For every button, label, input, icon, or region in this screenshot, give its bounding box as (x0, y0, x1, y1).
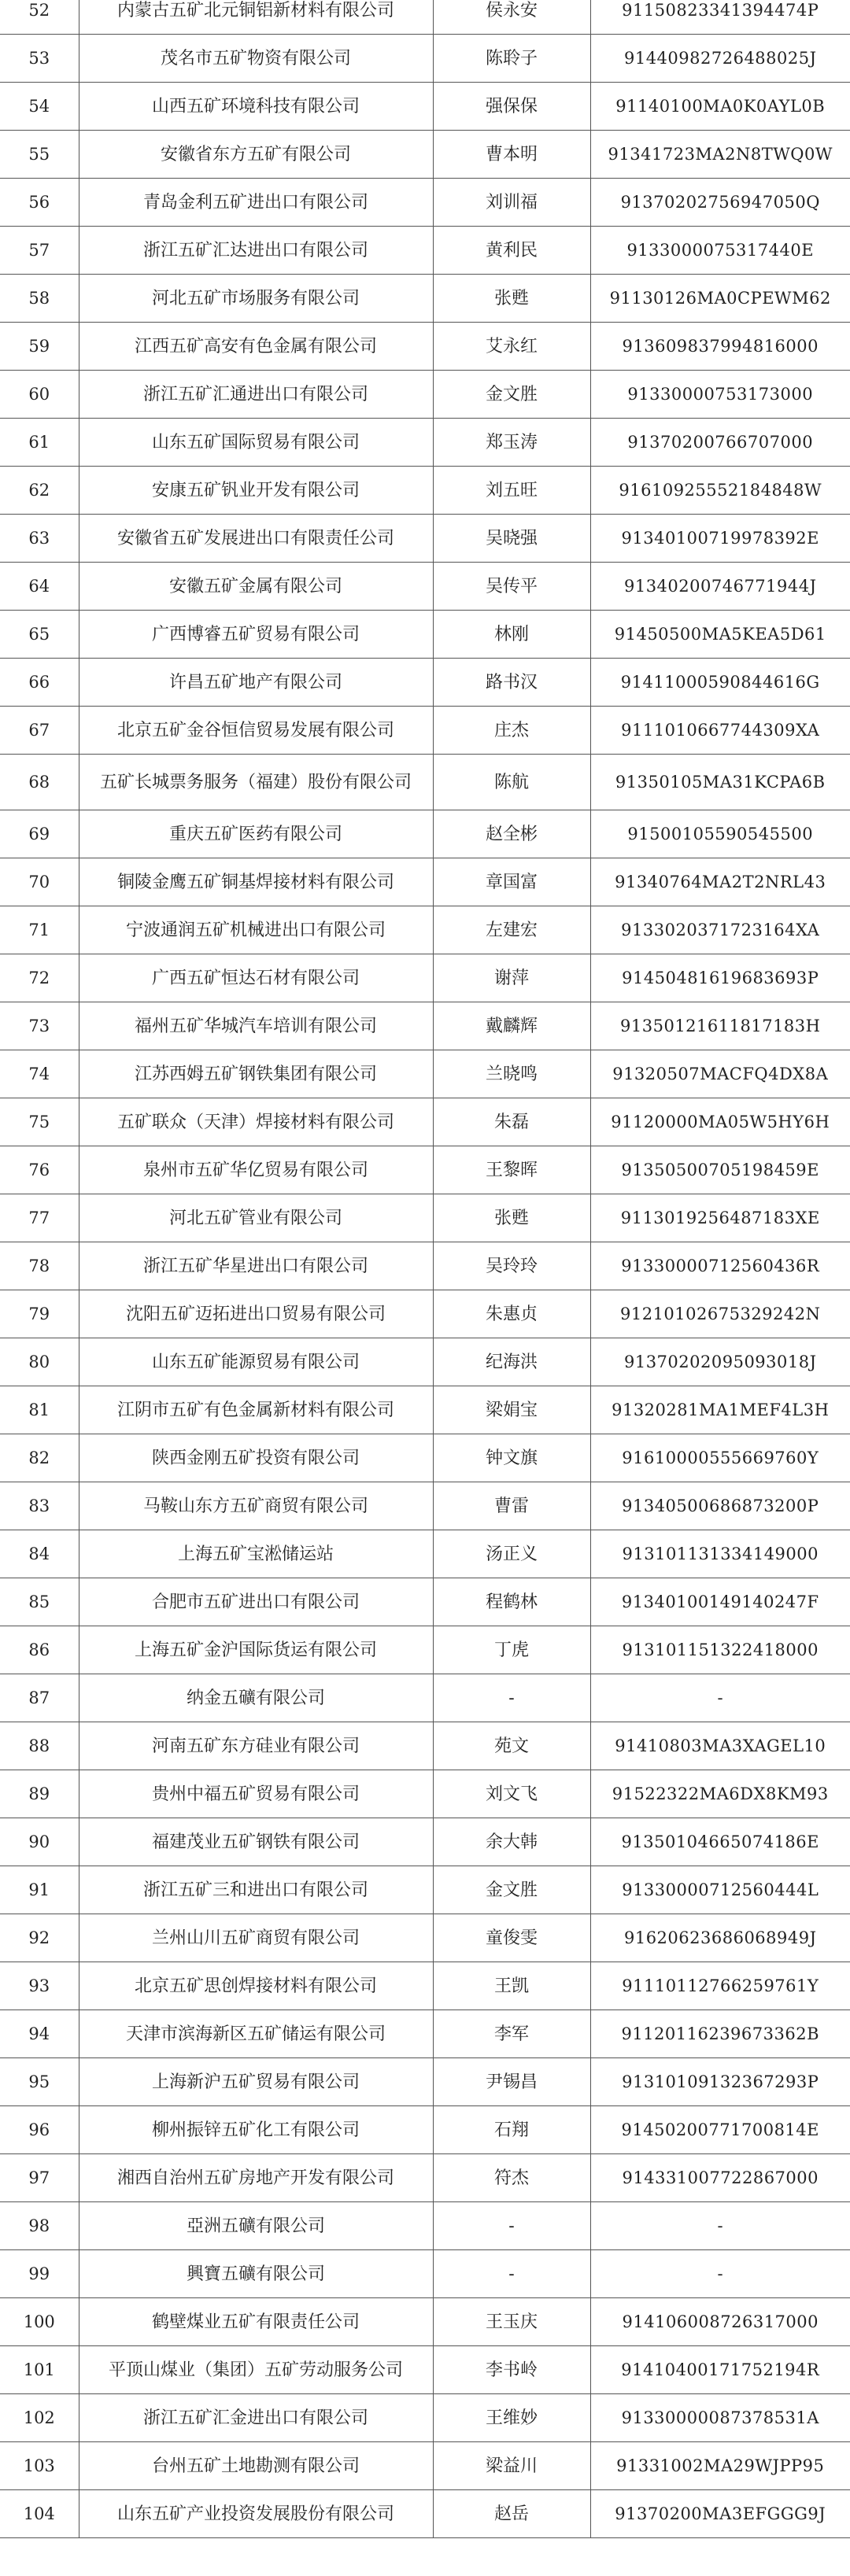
legal-representative-cell: 艾永红 (433, 323, 590, 371)
company-name-cell: 内蒙古五矿北元铜铝新材料有限公司 (79, 0, 433, 35)
row-number-cell: 76 (0, 1146, 79, 1194)
legal-representative-cell: 刘五旺 (433, 467, 590, 515)
row-number-cell: 57 (0, 227, 79, 275)
company-name-cell: 河北五矿市场服务有限公司 (79, 275, 433, 323)
company-name-cell: 重庆五矿医药有限公司 (79, 810, 433, 858)
credit-code-cell: 91330000087378531A (590, 2394, 850, 2442)
table-row (0, 858, 850, 906)
table-row (0, 275, 850, 323)
company-name-cell: 马鞍山东方五矿商贸有限公司 (79, 1482, 433, 1530)
row-number-cell: 82 (0, 1434, 79, 1482)
table-row (0, 2010, 850, 2058)
company-name-cell: 五矿联众（天津）焊接材料有限公司 (79, 1098, 433, 1146)
legal-representative-cell: 吴传平 (433, 563, 590, 611)
legal-representative-cell: 童俊雯 (433, 1914, 590, 1962)
company-name-cell: 贵州中福五矿贸易有限公司 (79, 1770, 433, 1818)
table-row (0, 954, 850, 1002)
row-number-cell: 98 (0, 2202, 79, 2250)
table-row (0, 1818, 850, 1866)
row-number-cell: 96 (0, 2106, 79, 2154)
legal-representative-cell: 郑玉涛 (433, 419, 590, 467)
row-number-cell: 81 (0, 1386, 79, 1434)
company-name-cell: 山东五矿产业投资发展股份有限公司 (79, 2490, 433, 2538)
legal-representative-cell: 梁娟宝 (433, 1386, 590, 1434)
table-row (0, 35, 850, 83)
legal-representative-cell: 石翔 (433, 2106, 590, 2154)
row-number-cell: 104 (0, 2490, 79, 2538)
table-row (0, 1482, 850, 1530)
legal-representative-cell: 庄杰 (433, 707, 590, 755)
legal-representative-cell: 吴玲玲 (433, 1242, 590, 1290)
legal-representative-cell: 李书岭 (433, 2346, 590, 2394)
row-number-cell: 88 (0, 1722, 79, 1770)
company-name-cell: 铜陵金鹰五矿铜基焊接材料有限公司 (79, 858, 433, 906)
row-number-cell: 71 (0, 906, 79, 954)
credit-code-cell: 91620623686068949J (590, 1914, 850, 1962)
credit-code-cell: 91410803MA3XAGEL10 (590, 1722, 850, 1770)
company-name-cell: 興寶五礦有限公司 (79, 2250, 433, 2298)
row-number-cell: 78 (0, 1242, 79, 1290)
company-name-cell: 浙江五矿汇通进出口有限公司 (79, 371, 433, 419)
row-number-cell: 95 (0, 2058, 79, 2106)
legal-representative-cell: 丁虎 (433, 1626, 590, 1674)
row-number-cell: 79 (0, 1290, 79, 1338)
credit-code-cell: 91110112766259761Y (590, 1962, 850, 2010)
company-name-cell: 泉州市五矿华亿贸易有限公司 (79, 1146, 433, 1194)
company-name-cell: 台州五矿土地勘测有限公司 (79, 2442, 433, 2490)
company-name-cell: 山东五矿能源贸易有限公司 (79, 1338, 433, 1386)
row-number-cell: 52 (0, 0, 79, 35)
row-number-cell: 61 (0, 419, 79, 467)
credit-code-cell: 91331002MA29WJPP95 (590, 2442, 850, 2490)
credit-code-cell: 91130126MA0CPEWM62 (590, 275, 850, 323)
row-number-cell: 89 (0, 1770, 79, 1818)
legal-representative-cell: 王维妙 (433, 2394, 590, 2442)
row-number-cell: 102 (0, 2394, 79, 2442)
table-row (0, 906, 850, 954)
credit-code-cell: 913609837994816000 (590, 323, 850, 371)
credit-code-cell: 91330000712560444L (590, 1866, 850, 1914)
credit-code-cell: 91340500686873200P (590, 1482, 850, 1530)
company-name-cell: 浙江五矿三和进出口有限公司 (79, 1866, 433, 1914)
table-row (0, 1530, 850, 1578)
table-row (0, 2298, 850, 2346)
company-name-cell: 柳州振锌五矿化工有限公司 (79, 2106, 433, 2154)
row-number-cell: 91 (0, 1866, 79, 1914)
row-number-cell: 59 (0, 323, 79, 371)
table-row (0, 1770, 850, 1818)
credit-code-cell: 91350121611817183H (590, 1002, 850, 1050)
legal-representative-cell: 左建宏 (433, 906, 590, 954)
company-name-cell: 五矿长城票务服务（福建）股份有限公司 (79, 755, 433, 810)
company-name-cell: 亞洲五礦有限公司 (79, 2202, 433, 2250)
table-row (0, 1962, 850, 2010)
credit-code-cell: - (590, 2250, 850, 2298)
legal-representative-cell: 刘训福 (433, 179, 590, 227)
table-row (0, 1242, 850, 1290)
row-number-cell: 60 (0, 371, 79, 419)
legal-representative-cell: 朱磊 (433, 1098, 590, 1146)
row-number-cell: 86 (0, 1626, 79, 1674)
credit-code-cell: 91411000590844616G (590, 659, 850, 707)
legal-representative-cell: 金文胜 (433, 1866, 590, 1914)
company-name-cell: 青岛金利五矿进出口有限公司 (79, 179, 433, 227)
company-name-cell: 天津市滨海新区五矿储运有限公司 (79, 2010, 433, 2058)
company-name-cell: 茂名市五矿物资有限公司 (79, 35, 433, 83)
legal-representative-cell: 陈聆子 (433, 35, 590, 83)
legal-representative-cell: 兰晓鸣 (433, 1050, 590, 1098)
row-number-cell: 85 (0, 1578, 79, 1626)
legal-representative-cell: 程鹤林 (433, 1578, 590, 1626)
legal-representative-cell: 符杰 (433, 2154, 590, 2202)
legal-representative-cell: 梁益川 (433, 2442, 590, 2490)
credit-code-cell: 91410400171752194R (590, 2346, 850, 2394)
table-row (0, 1194, 850, 1242)
company-name-cell: 合肥市五矿进出口有限公司 (79, 1578, 433, 1626)
company-name-cell: 平顶山煤业（集团）五矿劳动服务公司 (79, 2346, 433, 2394)
credit-code-cell: 91210102675329242N (590, 1290, 850, 1338)
table-row (0, 131, 850, 179)
table-row (0, 1290, 850, 1338)
row-number-cell: 73 (0, 1002, 79, 1050)
table-row (0, 810, 850, 858)
table-row (0, 2154, 850, 2202)
legal-representative-cell: 钟文旗 (433, 1434, 590, 1482)
row-number-cell: 93 (0, 1962, 79, 2010)
table-row (0, 2250, 850, 2298)
row-number-cell: 64 (0, 563, 79, 611)
company-name-cell: 北京五矿思创焊接材料有限公司 (79, 1962, 433, 2010)
table-row (0, 1866, 850, 1914)
credit-code-cell: 914106008726317000 (590, 2298, 850, 2346)
legal-representative-cell: 章国富 (433, 858, 590, 906)
legal-representative-cell: 王黎晖 (433, 1146, 590, 1194)
row-number-cell: 72 (0, 954, 79, 1002)
company-name-cell: 安康五矿钒业开发有限公司 (79, 467, 433, 515)
credit-code-cell: 91370200MA3EFGGG9J (590, 2490, 850, 2538)
company-name-cell: 山西五矿环境科技有限公司 (79, 83, 433, 131)
table-row (0, 1914, 850, 1962)
legal-representative-cell: 陈航 (433, 755, 590, 810)
legal-representative-cell: 曹雷 (433, 1482, 590, 1530)
row-number-cell: 84 (0, 1530, 79, 1578)
company-name-cell: 浙江五矿汇金进出口有限公司 (79, 2394, 433, 2442)
credit-code-cell: 913101131334149000 (590, 1530, 850, 1578)
table-row (0, 1626, 850, 1674)
credit-code-cell: 91370202756947050Q (590, 179, 850, 227)
row-number-cell: 56 (0, 179, 79, 227)
company-name-cell: 宁波通润五矿机械进出口有限公司 (79, 906, 433, 954)
row-number-cell: 54 (0, 83, 79, 131)
table-row (0, 515, 850, 563)
table-row (0, 0, 850, 35)
credit-code-cell: 9113019256487183XE (590, 1194, 850, 1242)
table-row (0, 755, 850, 810)
row-number-cell: 97 (0, 2154, 79, 2202)
legal-representative-cell: 曹本明 (433, 131, 590, 179)
table-row (0, 467, 850, 515)
credit-code-cell: 91310109132367293P (590, 2058, 850, 2106)
table-row (0, 2442, 850, 2490)
table-row (0, 1386, 850, 1434)
company-name-cell: 湘西自治州五矿房地产开发有限公司 (79, 2154, 433, 2202)
company-name-cell: 兰州山川五矿商贸有限公司 (79, 1914, 433, 1962)
legal-representative-cell: 汤正义 (433, 1530, 590, 1578)
credit-code-cell: - (590, 2202, 850, 2250)
company-name-cell: 北京五矿金谷恒信贸易发展有限公司 (79, 707, 433, 755)
credit-code-cell: 91350104665074186E (590, 1818, 850, 1866)
legal-representative-cell: - (433, 2202, 590, 2250)
row-number-cell: 100 (0, 2298, 79, 2346)
legal-representative-cell: 赵全彬 (433, 810, 590, 858)
table-row (0, 659, 850, 707)
company-name-cell: 上海五矿金沪国际货运有限公司 (79, 1626, 433, 1674)
row-number-cell: 90 (0, 1818, 79, 1866)
company-name-cell: 浙江五矿汇达进出口有限公司 (79, 227, 433, 275)
company-name-cell: 上海五矿宝淞储运站 (79, 1530, 433, 1578)
company-name-cell: 广西博睿五矿贸易有限公司 (79, 611, 433, 659)
table-row (0, 1338, 850, 1386)
row-number-cell: 80 (0, 1338, 79, 1386)
credit-code-cell: 91610000555669760Y (590, 1434, 850, 1482)
company-name-cell: 安徽省五矿发展进出口有限责任公司 (79, 515, 433, 563)
table-row (0, 323, 850, 371)
credit-code-cell: 914331007722867000 (590, 2154, 850, 2202)
company-name-cell: 安徽五矿金属有限公司 (79, 563, 433, 611)
credit-code-cell: 91330000712560436R (590, 1242, 850, 1290)
legal-representative-cell: 张甦 (433, 275, 590, 323)
table-row (0, 419, 850, 467)
credit-code-cell: 91370202095093018J (590, 1338, 850, 1386)
row-number-cell: 69 (0, 810, 79, 858)
credit-code-cell: 91500105590545500 (590, 810, 850, 858)
row-number-cell: 92 (0, 1914, 79, 1962)
credit-code-cell: 91340764MA2T2NRL43 (590, 858, 850, 906)
row-number-cell: 68 (0, 755, 79, 810)
table-row (0, 1722, 850, 1770)
legal-representative-cell: 王凯 (433, 1962, 590, 2010)
company-name-cell: 上海新沪五矿贸易有限公司 (79, 2058, 433, 2106)
row-number-cell: 99 (0, 2250, 79, 2298)
table-row (0, 563, 850, 611)
credit-code-cell: 91340100149140247F (590, 1578, 850, 1626)
legal-representative-cell: - (433, 2250, 590, 2298)
table-row (0, 611, 850, 659)
row-number-cell: 65 (0, 611, 79, 659)
credit-code-cell: 91320507MACFQ4DX8A (590, 1050, 850, 1098)
table-row (0, 1578, 850, 1626)
legal-representative-cell: 李军 (433, 2010, 590, 2058)
credit-code-cell: - (590, 1674, 850, 1722)
credit-code-cell: 913101151322418000 (590, 1626, 850, 1674)
legal-representative-cell: 戴麟辉 (433, 1002, 590, 1050)
table-row (0, 1434, 850, 1482)
company-name-cell: 江阴市五矿有色金属新材料有限公司 (79, 1386, 433, 1434)
table-row (0, 2346, 850, 2394)
legal-representative-cell: 吴晓强 (433, 515, 590, 563)
company-name-cell: 江西五矿高安有色金属有限公司 (79, 323, 433, 371)
legal-representative-cell: 纪海洪 (433, 1338, 590, 1386)
table-row (0, 227, 850, 275)
table-row (0, 1146, 850, 1194)
credit-code-cell: 91610925552184848W (590, 467, 850, 515)
credit-code-cell: 91340200746771944J (590, 563, 850, 611)
row-number-cell: 94 (0, 2010, 79, 2058)
legal-representative-cell: 张甦 (433, 1194, 590, 1242)
company-name-cell: 鹤壁煤业五矿有限责任公司 (79, 2298, 433, 2346)
company-name-cell: 陕西金刚五矿投资有限公司 (79, 1434, 433, 1482)
credit-code-cell: 91450500MA5KEA5D61 (590, 611, 850, 659)
legal-representative-cell: 侯永安 (433, 0, 590, 35)
legal-representative-cell: 路书汉 (433, 659, 590, 707)
row-number-cell: 70 (0, 858, 79, 906)
table-row (0, 2202, 850, 2250)
credit-code-cell: 91450481619683693P (590, 954, 850, 1002)
row-number-cell: 75 (0, 1098, 79, 1146)
row-number-cell: 74 (0, 1050, 79, 1098)
credit-code-cell: 91370200766707000 (590, 419, 850, 467)
row-number-cell: 87 (0, 1674, 79, 1722)
company-name-cell: 浙江五矿华星进出口有限公司 (79, 1242, 433, 1290)
legal-representative-cell: 强保保 (433, 83, 590, 131)
row-number-cell: 63 (0, 515, 79, 563)
legal-representative-cell: - (433, 1674, 590, 1722)
table-row (0, 2106, 850, 2154)
credit-code-cell: 91350105MA31KCPA6B (590, 755, 850, 810)
company-name-cell: 许昌五矿地产有限公司 (79, 659, 433, 707)
credit-code-cell: 91320281MA1MEF4L3H (590, 1386, 850, 1434)
credit-code-cell: 91120116239673362B (590, 2010, 850, 2058)
table-row (0, 83, 850, 131)
row-number-cell: 66 (0, 659, 79, 707)
company-name-cell: 广西五矿恒达石材有限公司 (79, 954, 433, 1002)
legal-representative-cell: 赵岳 (433, 2490, 590, 2538)
row-number-cell: 55 (0, 131, 79, 179)
credit-code-cell: 9133000075317440E (590, 227, 850, 275)
legal-representative-cell: 黄利民 (433, 227, 590, 275)
credit-code-cell: 91330000753173000 (590, 371, 850, 419)
legal-representative-cell: 金文胜 (433, 371, 590, 419)
legal-representative-cell: 苑文 (433, 1722, 590, 1770)
credit-code-cell: 91522322MA6DX8KM93 (590, 1770, 850, 1818)
row-number-cell: 62 (0, 467, 79, 515)
legal-representative-cell: 尹锡昌 (433, 2058, 590, 2106)
company-name-cell: 安徽省东方五矿有限公司 (79, 131, 433, 179)
company-name-cell: 山东五矿国际贸易有限公司 (79, 419, 433, 467)
company-name-cell: 河北五矿管业有限公司 (79, 1194, 433, 1242)
legal-representative-cell: 朱惠贞 (433, 1290, 590, 1338)
table-row (0, 1098, 850, 1146)
row-number-cell: 83 (0, 1482, 79, 1530)
table-row (0, 707, 850, 755)
legal-representative-cell: 余大韩 (433, 1818, 590, 1866)
legal-representative-cell: 谢萍 (433, 954, 590, 1002)
company-name-cell: 福建茂业五矿钢铁有限公司 (79, 1818, 433, 1866)
legal-representative-cell: 刘文飞 (433, 1770, 590, 1818)
table-row (0, 1050, 850, 1098)
company-name-cell: 河南五矿东方硅业有限公司 (79, 1722, 433, 1770)
credit-code-cell: 9133020371723164XA (590, 906, 850, 954)
table-row (0, 2394, 850, 2442)
table-row (0, 371, 850, 419)
table-row (0, 2058, 850, 2106)
row-number-cell: 103 (0, 2442, 79, 2490)
credit-code-cell: 91120000MA05W5HY6H (590, 1098, 850, 1146)
credit-code-cell: 91450200771700814E (590, 2106, 850, 2154)
row-number-cell: 77 (0, 1194, 79, 1242)
table-row (0, 2490, 850, 2538)
credit-code-cell: 91140100MA0K0AYL0B (590, 83, 850, 131)
table-row (0, 179, 850, 227)
row-number-cell: 67 (0, 707, 79, 755)
company-name-cell: 江苏西姆五矿钢铁集团有限公司 (79, 1050, 433, 1098)
credit-code-cell: 91150823341394474P (590, 0, 850, 35)
table-row (0, 1002, 850, 1050)
credit-code-cell: 91440982726488025J (590, 35, 850, 83)
legal-representative-cell: 林刚 (433, 611, 590, 659)
credit-code-cell: 91350500705198459E (590, 1146, 850, 1194)
legal-representative-cell: 王玉庆 (433, 2298, 590, 2346)
row-number-cell: 58 (0, 275, 79, 323)
credit-code-cell: 91341723MA2N8TWQ0W (590, 131, 850, 179)
row-number-cell: 101 (0, 2346, 79, 2394)
credit-code-cell: 9111010667744309XA (590, 707, 850, 755)
table-row (0, 1674, 850, 1722)
credit-code-cell: 91340100719978392E (590, 515, 850, 563)
company-name-cell: 沈阳五矿迈拓进出口贸易有限公司 (79, 1290, 433, 1338)
row-number-cell: 53 (0, 35, 79, 83)
company-name-cell: 纳金五礦有限公司 (79, 1674, 433, 1722)
company-name-cell: 福州五矿华城汽车培训有限公司 (79, 1002, 433, 1050)
